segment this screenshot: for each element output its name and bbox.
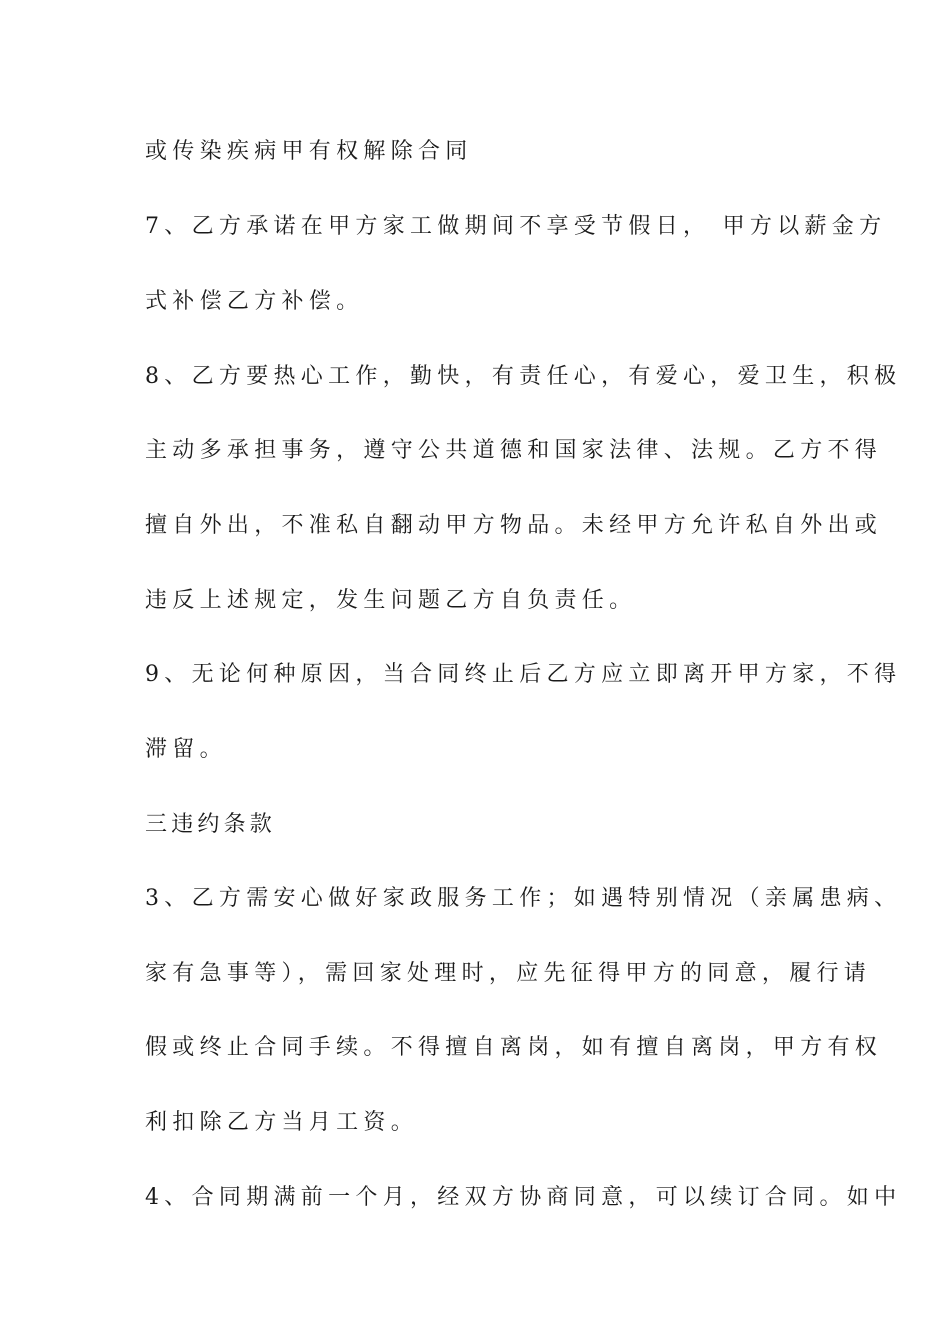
clause-7-line-1: 7、乙方承诺在甲方家工做期间不享受节假日， 甲方以薪金方 — [145, 214, 887, 239]
section-heading: 三违约条款 — [145, 812, 277, 837]
clause-9-line-2: 滞留。 — [145, 737, 227, 762]
clause-3-line-4: 利扣除乙方当月工资。 — [145, 1110, 419, 1135]
clause-8-line-1: 8、乙方要热心工作，勤快，有责任心，有爱心，爱卫生，积极 — [145, 364, 902, 389]
clause-3-line-2: 家有急事等），需回家处理时，应先征得甲方的同意，履行请 — [145, 961, 872, 986]
clause-8-line-3: 擅自外出，不准私自翻动甲方物品。未经甲方允许私自外出或 — [145, 513, 883, 538]
clause-3-line-1: 3、乙方需安心做好家政服务工作；如遇特别情况（亲属患病、 — [145, 886, 902, 911]
clause-8-line-2: 主动多承担事务，遵守公共道德和国家法律、法规。乙方不得 — [145, 438, 883, 463]
text-line: 或传染疾病甲有权解除合同 — [145, 139, 473, 164]
clause-4-line-1: 4、合同期满前一个月，经双方协商同意，可以续订合同。如中 — [145, 1185, 902, 1210]
clause-3-line-3: 假或终止合同手续。不得擅自离岗，如有擅自离岗，甲方有权 — [145, 1035, 883, 1060]
clause-8-line-4: 违反上述规定，发生问题乙方自负责任。 — [145, 588, 637, 613]
clause-7-line-2: 式补偿乙方补偿。 — [145, 289, 364, 314]
clause-9-line-1: 9、无论何种原因，当合同终止后乙方应立即离开甲方家，不得 — [145, 662, 902, 687]
